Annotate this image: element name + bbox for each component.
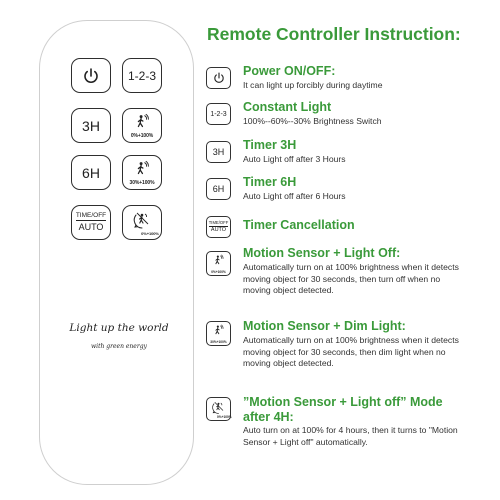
instruction-icon-box (206, 141, 231, 163)
timer-3h-button[interactable] (71, 108, 111, 143)
timer-3h-label: 3H (82, 117, 100, 134)
mode-icon (132, 210, 152, 230)
icon-caption: 0%+100% (217, 415, 232, 419)
instruction-desc: 100%--60%--30% Brightness Switch (243, 116, 382, 126)
instruction-icon-box (206, 321, 231, 346)
remote-control (39, 20, 194, 485)
instruction-icon-box (206, 216, 231, 238)
instruction-heading: Constant Light (243, 100, 332, 114)
sensor-light-off-button[interactable] (122, 108, 162, 143)
instruction-power (206, 64, 496, 94)
instruction-desc: It can light up forcibly during daytime (243, 80, 383, 90)
power-button[interactable] (71, 58, 111, 93)
sensor-light-off-caption: 0%+100% (130, 133, 154, 139)
instruction-desc: Automatically turn on at 100% brightness when it detects moving object for 30 seconds, then turn off when no moving object detected. (243, 262, 459, 295)
timeoff-label: TIME/OFF (76, 213, 106, 222)
instruction-icon-box (206, 103, 231, 125)
motion-sensor-icon (212, 324, 225, 337)
instruction-heading: Timer 6H (243, 175, 297, 189)
instruction-icon-box (206, 251, 231, 276)
timer-6h-button[interactable] (71, 155, 111, 190)
instruction-heading: ”Motion Sensor + Light off” Mode after 4H: (243, 395, 443, 424)
mode-4h-button[interactable] (122, 205, 162, 240)
instruction-icon-box (206, 397, 231, 421)
instruction-timer-3h (206, 138, 496, 168)
timeoff-auto-button[interactable] (71, 205, 111, 240)
sensor-dim-caption: 30%+100% (129, 180, 155, 186)
instruction-mode-4h (206, 395, 496, 457)
instruction-timer-6h (206, 175, 496, 205)
instruction-timer-cancel (206, 216, 496, 240)
mode-caption: 0%+100% (141, 231, 159, 236)
motion-sensor-icon (133, 113, 151, 131)
icon-caption: 30%+100% (210, 340, 227, 344)
instruction-icon-box (206, 178, 231, 200)
power-icon (212, 71, 226, 85)
timer-6h-label: 6H (82, 164, 100, 181)
instruction-desc: Auto Light off after 3 Hours (243, 154, 346, 164)
icon-label-top: TIME/OFF (208, 219, 229, 225)
instruction-sensor-light-off (206, 246, 496, 306)
power-icon (81, 66, 101, 86)
icon-label-bottom: AUTO (210, 226, 227, 233)
motion-sensor-icon (212, 254, 225, 267)
cycle-brightness-button[interactable] (122, 58, 162, 93)
instruction-desc: Auto Light off after 6 Hours (243, 191, 346, 201)
instruction-desc: Automatically turn on at 100% brightness when it detects moving object for 30 seconds, then dim light when no moving object detected. (243, 335, 459, 368)
instruction-desc: Auto turn on at 100% for 4 hours, then it turns to "Motion Sensor + Light off" automatically. (243, 425, 458, 447)
mode-icon (211, 400, 226, 415)
instructions-title: Remote Controller Instruction: (207, 24, 461, 44)
instruction-sensor-dim (206, 319, 496, 379)
icon-label: 3H (212, 147, 225, 157)
instruction-heading: Motion Sensor + Dim Light: (243, 319, 406, 333)
slogan-line-2: with green energy (91, 343, 147, 350)
instruction-icon-box (206, 67, 231, 89)
slogan-line-1: Light up the world (69, 322, 169, 334)
icon-label: 6H (212, 184, 225, 194)
icon-caption: 0%+100% (211, 270, 226, 274)
icon-label: 1-2-3 (210, 110, 227, 118)
cycle-brightness-label: 1-2-3 (127, 68, 156, 83)
sensor-dim-button[interactable] (122, 155, 162, 190)
instruction-heading: Timer 3H (243, 138, 297, 152)
instruction-heading: Motion Sensor + Light Off: (243, 246, 401, 260)
instruction-constant-light (206, 100, 496, 130)
auto-label: AUTO (78, 222, 104, 233)
motion-sensor-icon (133, 160, 151, 178)
instruction-heading: Timer Cancellation (243, 218, 355, 232)
instruction-heading: Power ON/OFF: (243, 64, 336, 78)
